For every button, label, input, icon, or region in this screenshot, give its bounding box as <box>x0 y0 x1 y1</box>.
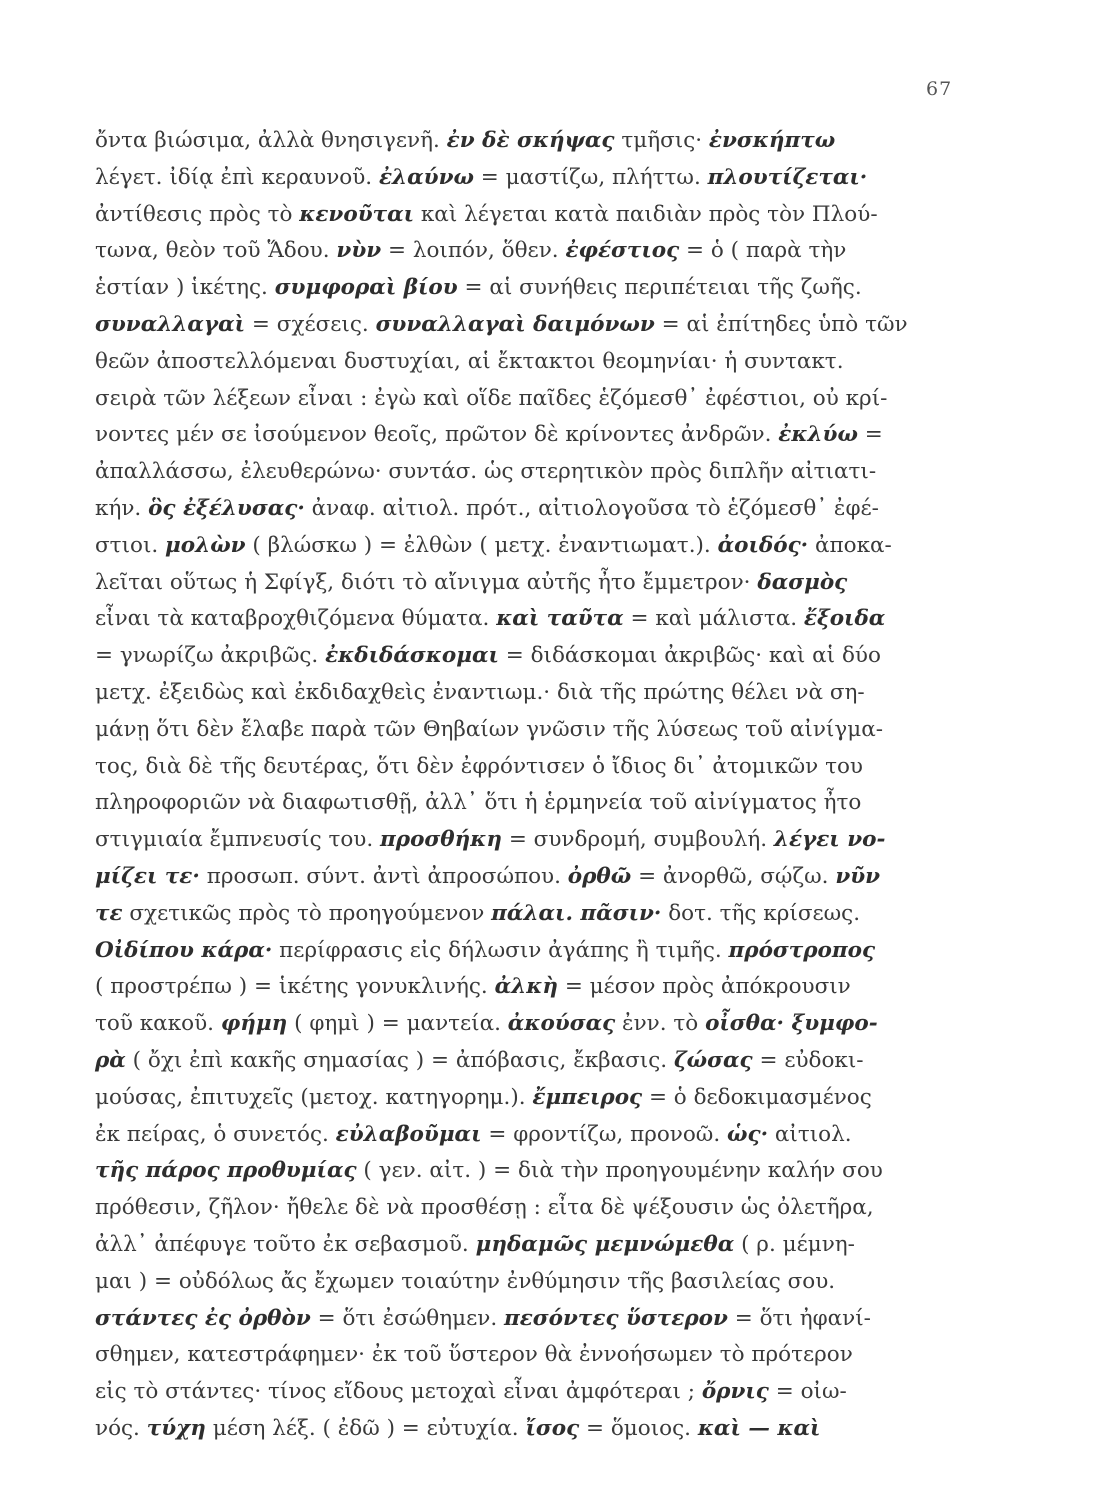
lemma-term: προσθήκη <box>380 827 502 853</box>
lemma-term: νῦν <box>835 863 881 889</box>
text-line <box>95 1264 955 1301</box>
gloss-text: ( ὄχι ἐπὶ κακῆς σημασίας ) = ἀπόβασις, ἔκβασις. <box>125 1047 674 1073</box>
lemma-term: ἐλαύνω <box>378 164 474 190</box>
gloss-text: τος, διὰ δὲ τῆς δευτέρας, ὅτι δὲν ἐφρόντισεν ὁ ἴδιος δι᾽ ἀτομικῶν του <box>95 753 863 779</box>
lemma-term: Οἰδίπου κάρα· <box>95 937 273 963</box>
gloss-text: ἀπαλλάσσω, ἐλευθερώνω· συντάσ. ὡς στερητικὸν πρὸς διπλῆν αἰτιατι- <box>95 459 877 485</box>
gloss-text: πληροφοριῶν νὰ διαφωτισθῇ, ἀλλ᾽ ὅτι ἡ ἑρμηνεία τοῦ αἰνίγματος ἦτο <box>95 790 862 816</box>
lemma-term: ὀρθῶ <box>567 863 632 889</box>
gloss-text: = ὁ δεδοκιμασμένος <box>642 1084 872 1110</box>
text-line <box>95 1337 955 1374</box>
lemma-term: κενοῦται <box>299 201 415 227</box>
gloss-text: σχετικῶς πρὸς τὸ προηγούμενον <box>122 900 492 926</box>
text-line <box>95 785 955 822</box>
lemma-term: ἔμπειρος <box>532 1084 643 1110</box>
lemma-term: πλουτίζεται· <box>707 164 868 190</box>
text-line <box>95 1006 955 1043</box>
gloss-text: πρόθεσιν, ζῆλον· ἤθελε δὲ νὰ προσθέσῃ : εἶτα δὲ ψέξουσιν ὡς ὀλετῆρα, <box>95 1195 874 1221</box>
gloss-text: εἰς τὸ στάντες· τίνος εἴδους μετοχαὶ εἶναι ἀμφότεραι ; <box>95 1379 702 1405</box>
text-line <box>95 712 955 749</box>
lemma-term: ζώσας <box>673 1047 753 1073</box>
gloss-text: τοῦ κακοῦ. <box>95 1011 221 1037</box>
lemma-term: πεσόντες ὕστερον <box>504 1305 728 1331</box>
lemma-term: μίζει τε· <box>95 863 200 889</box>
lemma-term: φήμη <box>220 1011 288 1037</box>
gloss-text: = γνωρίζω ἀκριβῶς. <box>95 643 326 669</box>
gloss-text: δοτ. τῆς κρίσεως. <box>661 900 861 926</box>
lemma-term: στάντες ἐς ὀρθὸν <box>95 1305 311 1331</box>
text-line <box>95 123 955 160</box>
lemma-term: ἀοιδός· <box>717 532 809 558</box>
gloss-text: λεῖται οὕτως ἡ Σφίγξ, διότι τὸ αἴνιγμα αὐτῆς ἦτο ἔμμετρον· <box>95 569 758 595</box>
text-line <box>95 822 955 859</box>
text-line <box>95 859 955 896</box>
lemma-term: ἐκδιδάσκομαι <box>325 643 499 669</box>
gloss-text: ὄντα βιώσιμα, ἀλλὰ θνησιγενῆ. <box>95 128 447 153</box>
gloss-text: = μαστίζω, πλήττω. <box>473 164 708 190</box>
gloss-text: κήν. <box>95 495 149 521</box>
gloss-text: = συνδρομή, συμβουλή. <box>502 827 774 853</box>
text-line <box>95 160 955 197</box>
gloss-text: στιοι. <box>95 532 166 558</box>
lemma-term: ὄρνις <box>701 1379 769 1405</box>
lemma-term: τῆς πάρος προθυμίας <box>95 1158 357 1184</box>
gloss-text: νός. <box>95 1415 147 1441</box>
gloss-text: = καὶ μάλιστα. <box>623 606 804 632</box>
lemma-term: εὐλαβοῦμαι <box>335 1121 482 1147</box>
gloss-text: ἀλλ᾽ ἀπέφυγε τοῦτο ἐκ σεβασμοῦ. <box>95 1231 476 1257</box>
gloss-text: μαι ) = οὐδόλως ἄς ἔχωμεν τοιαύτην ἐνθύμησιν τῆς βασιλείας σου. <box>95 1268 836 1294</box>
text-line <box>95 1043 955 1080</box>
gloss-text: θεῶν ἀποστελλόμεναι δυστυχίαι, αἱ ἔκτακτοι θεομηνίαι· ἡ συντακτ. <box>95 348 844 374</box>
gloss-text: ἀντίθεσις πρὸς τὸ <box>95 201 300 227</box>
text-line <box>95 417 955 454</box>
lemma-term: μηδαμῶς μεμνώμεθα <box>475 1231 735 1257</box>
gloss-text: = ὅτι ἠφανί- <box>727 1305 871 1331</box>
gloss-text: = φροντίζω, προνοῶ. <box>481 1121 728 1147</box>
gloss-text: μετχ. ἐξειδὼς καὶ ἐκδιδαχθεὶς ἐναντιωμ.· διὰ τῆς πρώτης θέλει νὰ ση- <box>95 679 865 705</box>
lemma-term: πάλαι. πᾶσιν· <box>491 900 662 926</box>
text-line <box>95 675 955 712</box>
gloss-text: = λοιπόν, ὅθεν. <box>381 238 566 264</box>
text-line <box>95 1411 955 1448</box>
text-line <box>95 896 955 933</box>
lemma-term: ἴσος <box>525 1415 580 1441</box>
lemma-term: τε <box>95 900 123 926</box>
text-line <box>95 381 955 418</box>
gloss-text: ( φημὶ ) = μαντεία. <box>287 1011 508 1037</box>
page-number: 67 <box>926 78 953 100</box>
text-line <box>95 233 955 270</box>
lemma-term: καὶ — καὶ <box>697 1415 821 1441</box>
gloss-text: = μέσον πρὸς ἀπόκρουσιν <box>557 974 851 1000</box>
lemma-term: συμφοραὶ βίου <box>274 275 458 301</box>
gloss-text: = σχέσεις. <box>245 311 376 337</box>
lemma-term: ἐνσκήπτω <box>708 128 836 153</box>
lemma-term: ἀκούσας <box>507 1011 616 1037</box>
gloss-text: ( ρ. μέμνη- <box>734 1231 855 1257</box>
text-line <box>95 638 955 675</box>
lemma-term: ἔξοιδα <box>803 606 886 632</box>
lemma-term: ὡς· <box>727 1121 769 1147</box>
gloss-text: ( προστρέπω ) = ἱκέτης γονυκλινής. <box>95 974 495 1000</box>
text-line <box>95 969 955 1006</box>
text-line <box>95 528 955 565</box>
gloss-text: = αἱ ἐπίτηδες ὑπὸ τῶν <box>654 311 908 337</box>
lemma-term: δασμὸς <box>757 569 848 595</box>
gloss-text: αἰτιολ. <box>768 1121 852 1147</box>
text-line <box>95 491 955 528</box>
gloss-text: λέγετ. ἰδίᾳ ἐπὶ κεραυνοῦ. <box>95 164 379 190</box>
gloss-text: σειρὰ τῶν λέξεων εἶναι : ἐγὼ καὶ οἵδε παῖδες ἑζόμεσθ᾽ ἐφέστιοι, οὐ κρί- <box>95 385 888 411</box>
gloss-text: ἐνν. τὸ <box>615 1011 706 1037</box>
text-line <box>95 565 955 602</box>
text-line <box>95 1117 955 1154</box>
gloss-text: σθημεν, κατεστράφημεν· ἐκ τοῦ ὕστερον θὰ ἐννοήσωμεν τὸ πρότερον <box>95 1342 853 1368</box>
lemma-term: μολὼν <box>165 532 246 558</box>
gloss-text: νοντες μέν σε ἰσούμενον θεοῖς, πρῶτον δὲ κρίνοντες ἀνδρῶν. <box>95 422 779 448</box>
gloss-text: = ἀνορθῶ, σῴζω. <box>631 863 836 889</box>
commentary-text <box>95 123 955 1448</box>
gloss-text: εἶναι τὰ καταβροχθιζόμενα θύματα. <box>95 606 497 632</box>
lemma-term: ρὰ <box>95 1047 126 1073</box>
text-line <box>95 1301 955 1338</box>
gloss-text: ἐκ πείρας, ὁ συνετός. <box>95 1121 336 1147</box>
lemma-term: ἀλκὴ <box>494 974 558 1000</box>
text-line <box>95 197 955 234</box>
lemma-term: συναλλαγαὶ δαιμόνων <box>375 311 655 337</box>
gloss-text: στιγμιαία ἔμπνευσίς του. <box>95 827 381 853</box>
gloss-text: περίφρασις εἰς δήλωσιν ἀγάπης ἢ τιμῆς. <box>272 937 729 963</box>
lemma-term: οἶσθα· ξυμφο- <box>705 1011 878 1037</box>
lemma-term: νὺν <box>336 238 382 264</box>
text-line <box>95 1153 955 1190</box>
gloss-text: προσωπ. σύντ. ἀντὶ ἀπροσώπου. <box>199 863 568 889</box>
lemma-term: ἐκλύω <box>778 422 858 448</box>
gloss-text: = ὅτι ἐσώθημεν. <box>310 1305 504 1331</box>
text-line <box>95 1190 955 1227</box>
gloss-text: μάνῃ ὅτι δὲν ἔλαβε παρὰ τῶν Θηβαίων γνῶσιν τῆς λύσεως τοῦ αἰνίγμα- <box>95 716 883 742</box>
gloss-text: = αἱ συνήθεις περιπέτειαι τῆς ζωῆς. <box>457 275 862 301</box>
gloss-text: ἑστίαν ) ἱκέτης. <box>95 275 275 301</box>
text-line <box>95 1374 955 1411</box>
gloss-text: = ὁ ( παρὰ τὴν <box>679 238 847 264</box>
text-line <box>95 454 955 491</box>
gloss-text: ( βλώσκω ) = ἐλθὼν ( μετχ. ἐναντιωματ.). <box>245 532 718 558</box>
gloss-text: = <box>857 422 883 448</box>
text-line <box>95 749 955 786</box>
gloss-text: τωνα, θεὸν τοῦ Ἅδου. <box>95 238 337 264</box>
text-line <box>95 1227 955 1264</box>
lemma-term: ἐφέστιος <box>565 238 680 264</box>
gloss-text: = οἰω- <box>768 1379 847 1405</box>
text-line <box>95 344 955 381</box>
lemma-term: τύχη <box>146 1415 206 1441</box>
text-line <box>95 270 955 307</box>
lemma-term: καὶ ταῦτα <box>496 606 624 632</box>
gloss-text: = ὅμοιος. <box>579 1415 698 1441</box>
lemma-term: συναλλαγαὶ <box>95 311 246 337</box>
gloss-text: ἀναφ. αἰτιολ. πρότ., αἰτιολογοῦσα τὸ ἑζόμεσθ᾽ ἐφέ- <box>304 495 879 521</box>
gloss-text: τμῆσις· <box>614 128 709 153</box>
text-line <box>95 307 955 344</box>
lemma-term: ἐν δὲ σκήψας <box>446 128 615 153</box>
gloss-text: καὶ λέγεται κατὰ παιδιὰν πρὸς τὸν Πλού- <box>414 201 878 227</box>
lemma-term: πρόστροπος <box>728 937 876 963</box>
gloss-text: μέση λέξ. ( ἐδῶ ) = εὐτυχία. <box>205 1415 526 1441</box>
gloss-text: = διδάσκομαι ἀκριβῶς· καὶ αἱ δύο <box>498 643 881 669</box>
gloss-text: ἀποκα- <box>808 532 892 558</box>
gloss-text: μούσας, ἐπιτυχεῖς (μετοχ. κατηγορημ.). <box>95 1084 533 1110</box>
gloss-text: = εὐδοκι- <box>752 1047 864 1073</box>
lemma-term: λέγει νο- <box>773 827 886 853</box>
text-line <box>95 1080 955 1117</box>
text-line <box>95 601 955 638</box>
gloss-text: ( γεν. αἰτ. ) = διὰ τὴν προηγουμένην καλήν σου <box>356 1158 883 1184</box>
text-line <box>95 933 955 970</box>
lemma-term: ὃς ἐξέλυσας· <box>148 495 305 521</box>
